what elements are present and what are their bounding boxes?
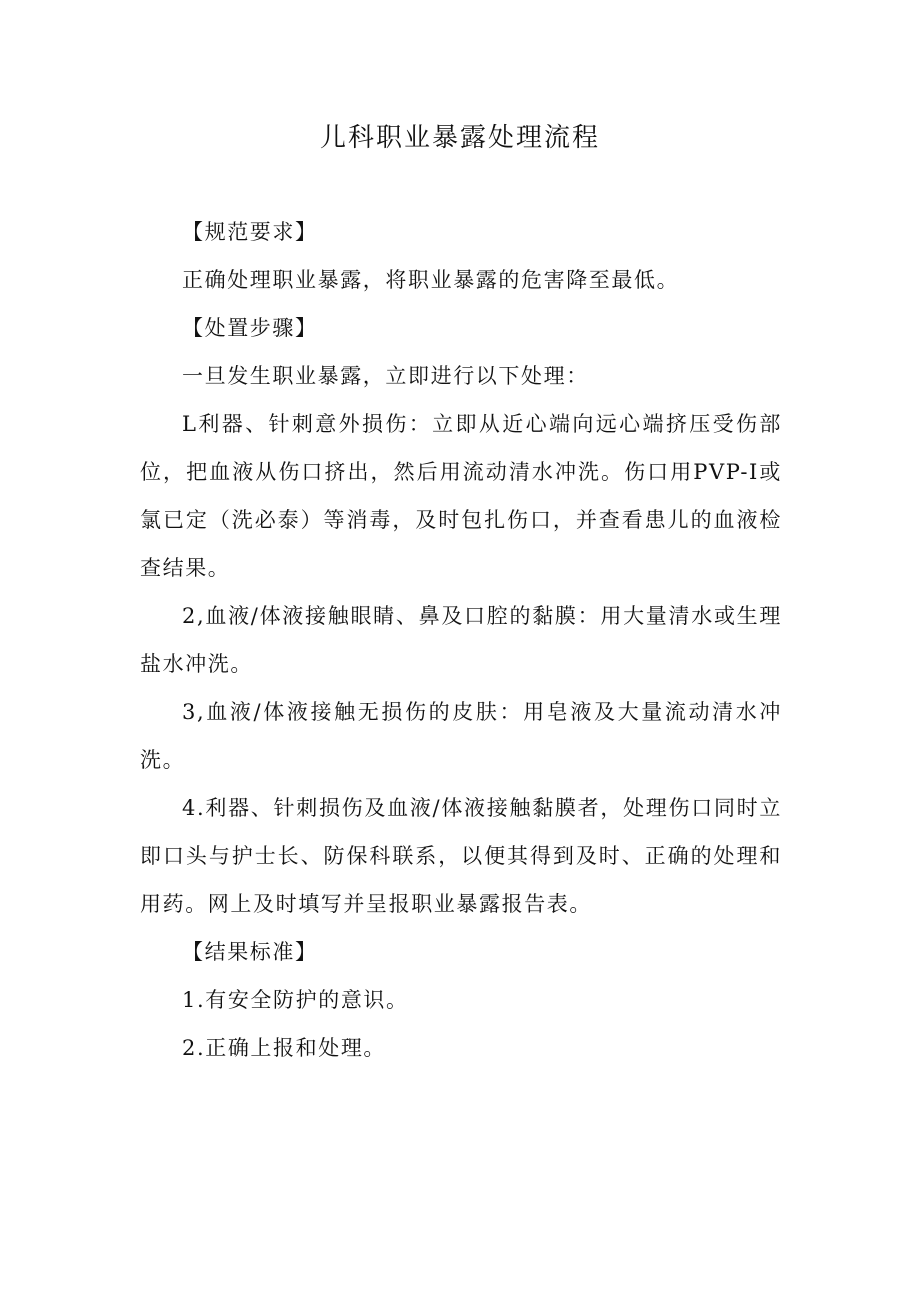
paragraph-result-2: 2.正确上报和处理。 [182,1036,387,1060]
section-heading-steps: 【处置步骤】 [182,316,318,340]
paragraph-requirements: 正确处理职业暴露，将职业暴露的危害降至最低。 [182,268,680,292]
document-title: 儿科职业暴露处理流程 [319,123,600,153]
paragraph-step-3: 3,血液/体液接触无损伤的皮肤：用皂液及大量流动清水冲洗。 [140,700,782,772]
section-heading-requirements: 【规范要求】 [182,220,318,244]
paragraph-result-1: 1.有安全防护的意识。 [182,988,409,1012]
paragraph-steps-intro: 一旦发生职业暴露，立即进行以下处理： [182,364,589,388]
section-heading-results: 【结果标准】 [182,940,318,964]
document-body [140,208,782,1072]
paragraph-step-1: L利器、针刺意外损伤：立即从近心端向远心端挤压受伤部位，把血液从伤口挤出，然后用流动清水冲洗。伤口用PVP-I或氯已定（洗必泰）等消毒，及时包扎伤口，并查看患儿的血液检查结果。 [140,412,782,580]
paragraph-step-4: 4.利器、针刺损伤及血液/体液接触黏膜者，处理伤口同时立即口头与护士长、防保科联系，以便其得到及时、正确的处理和用药。网上及时填写并呈报职业暴露报告表。 [140,796,782,916]
paragraph-step-2: 2,血液/体液接触眼睛、鼻及口腔的黏膜：用大量清水或生理盐水冲洗。 [140,604,782,676]
